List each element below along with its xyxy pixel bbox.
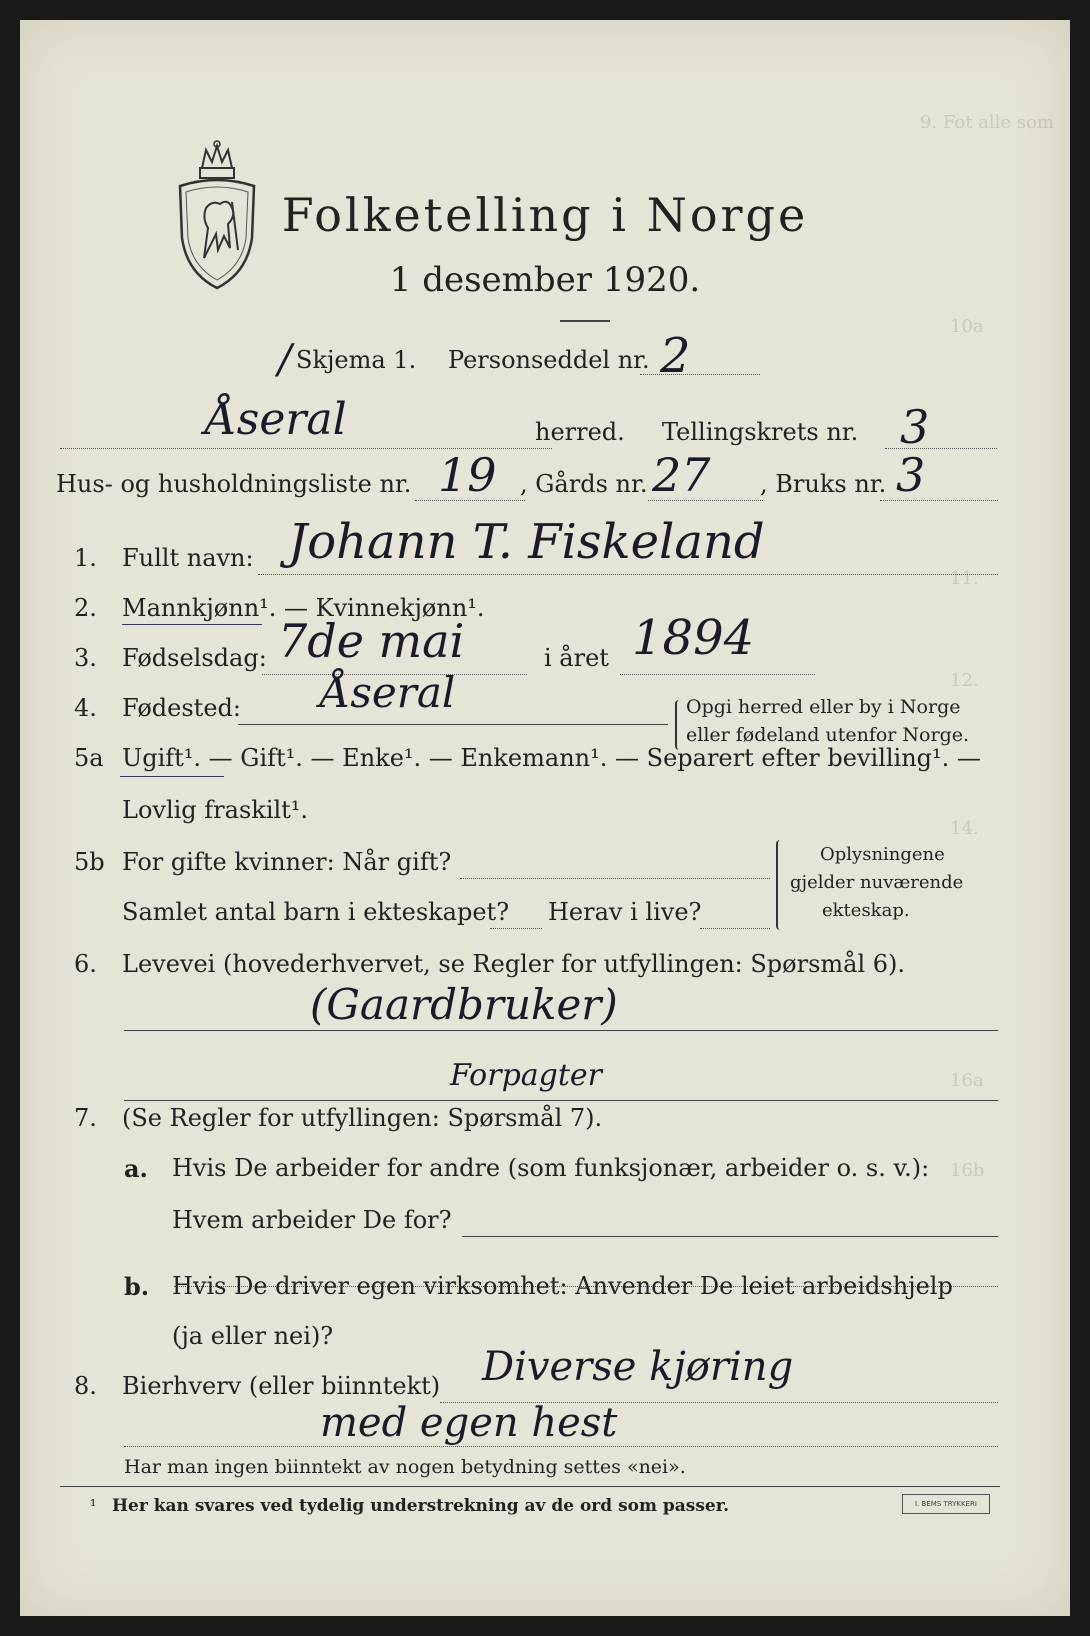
q1-line — [258, 574, 998, 575]
q6-value: (Gaardbruker) — [310, 980, 618, 1029]
q7a-label: Hvis De arbeider for andre (som funksjonær, arbeider o. s. v.): — [172, 1154, 930, 1182]
q5b-note-2: gjelder nuværende — [790, 872, 964, 893]
husliste-label: Hus- og husholdningsliste nr. — [56, 470, 412, 498]
census-form — [20, 20, 1070, 1616]
form-title: Folketelling i Norge — [281, 188, 809, 242]
q7a-number: a. — [124, 1154, 148, 1183]
personseddel-line — [640, 374, 760, 375]
q5b-line-1 — [460, 878, 770, 879]
footnote-text: Her kan svares ved tydelig understrekning av de ord som passer. — [112, 1496, 730, 1516]
q6-label: Levevei (hovederhvervet, se Regler for utfyllingen: Spørsmål 6). — [122, 950, 906, 978]
q1-value: Johann T. Fiskeland — [288, 514, 765, 570]
q7b-label: Hvis De driver egen virksomhet: Anvender De leiet arbeidshjelp — [172, 1272, 953, 1300]
bruks-value: 3 — [896, 448, 926, 502]
q8-line-2 — [124, 1446, 998, 1447]
bruks-label: , Bruks nr. — [760, 470, 887, 498]
herred-value: Åseral — [205, 394, 347, 445]
q6-line-1 — [124, 1030, 998, 1031]
herred-label: herred. — [535, 418, 625, 446]
q5b-note-1: Oplysningene — [820, 844, 945, 865]
bleed-through: 14. — [950, 818, 979, 839]
q4-value: Åseral — [320, 668, 456, 717]
personseddel-value: 2 — [660, 328, 691, 384]
printer-stamp-text: I. BEMS TRYKKERI — [915, 1500, 977, 1508]
form-date: 1 desember 1920. — [389, 260, 701, 300]
q6-value-2: Forpagter — [450, 1058, 603, 1093]
q3-year-line — [620, 674, 815, 675]
q3-value: 7de mai — [278, 614, 465, 668]
title-rule — [560, 320, 610, 322]
q7b-label-2: (ja eller nei)? — [172, 1322, 334, 1350]
footnote-mark: ¹ — [90, 1496, 97, 1515]
q5b-number: 5b — [74, 848, 105, 876]
q8-note: Har man ingen biinntekt av nogen betydning settes «nei». — [124, 1456, 686, 1478]
q5b-label-3: Herav i live? — [548, 898, 702, 926]
q2-underline — [122, 624, 262, 625]
q5b-line-3 — [700, 928, 770, 929]
bleed-through: 16a — [950, 1070, 984, 1091]
q1-label: Fullt navn: — [122, 544, 254, 572]
bleed-through: 11. — [950, 568, 979, 589]
husliste-value: 19 — [438, 448, 497, 502]
q4-line — [238, 724, 668, 725]
q5b-line-2 — [490, 928, 542, 929]
q5a-underline — [120, 776, 224, 777]
q4-brace — [675, 700, 683, 750]
q8-value-2: med egen hest — [320, 1400, 618, 1446]
tellingskrets-label: Tellingskrets nr. — [662, 418, 859, 446]
personseddel-label: Personseddel nr. — [448, 346, 650, 374]
q7b-number: b. — [124, 1272, 150, 1301]
bleed-through: 16b — [950, 1160, 985, 1181]
q7-number: 7. — [74, 1104, 97, 1132]
bleed-through: 9. Fot alle som — [920, 112, 1054, 133]
q3-label: Fødselsdag: — [122, 644, 267, 672]
q3-year-label: i året — [544, 644, 609, 672]
q4-note-1: Opgi herred eller by i Norge — [686, 696, 961, 718]
bleed-through: 10a — [950, 316, 984, 337]
q5b-label: For gifte kvinner: Når gift? — [122, 848, 452, 876]
printer-stamp — [902, 1494, 990, 1514]
q2-number: 2. — [74, 594, 97, 622]
q7a-line-1 — [462, 1236, 998, 1237]
schema-label: Skjema 1. — [296, 346, 417, 374]
q8-label: Bierhverv (eller biinntekt) — [122, 1372, 441, 1400]
footnote-rule — [60, 1486, 1000, 1487]
q3-number: 3. — [74, 644, 97, 672]
q4-label: Fødested: — [122, 694, 241, 722]
q5b-note-3: ekteskap. — [822, 900, 910, 921]
q5a-number: 5a — [74, 744, 104, 772]
q5b-brace — [776, 840, 784, 930]
q8-value: Diverse kjøring — [482, 1344, 794, 1390]
q4-number: 4. — [74, 694, 97, 722]
q8-number: 8. — [74, 1372, 97, 1400]
q7a-label-2: Hvem arbeider De for? — [172, 1206, 452, 1234]
q1-number: 1. — [74, 544, 97, 572]
q4-note-2: eller fødeland utenfor Norge. — [686, 724, 970, 746]
q6-line-2 — [124, 1100, 998, 1101]
q5b-label-2: Samlet antal barn i ekteskapet? — [122, 898, 510, 926]
q2-label: Mannkjønn¹. — Kvinnekjønn¹. — [122, 594, 485, 622]
q6-number: 6. — [74, 950, 97, 978]
q5a-label: Ugift¹. — Gift¹. — Enke¹. — Enkemann¹. — Separert efter bevilling¹. — — [122, 744, 981, 772]
bleed-through: 12. — [950, 670, 979, 691]
q3-year-value: 1894 — [632, 610, 755, 666]
q5a-label-2: Lovlig fraskilt¹. — [122, 796, 309, 824]
tellingskrets-value: 3 — [900, 400, 930, 454]
personseddel-mark: / — [278, 337, 292, 383]
q7-label: (Se Regler for utfyllingen: Spørsmål 7). — [122, 1104, 603, 1132]
gards-value: 27 — [652, 448, 711, 502]
gards-label: , Gårds nr. — [520, 470, 648, 498]
